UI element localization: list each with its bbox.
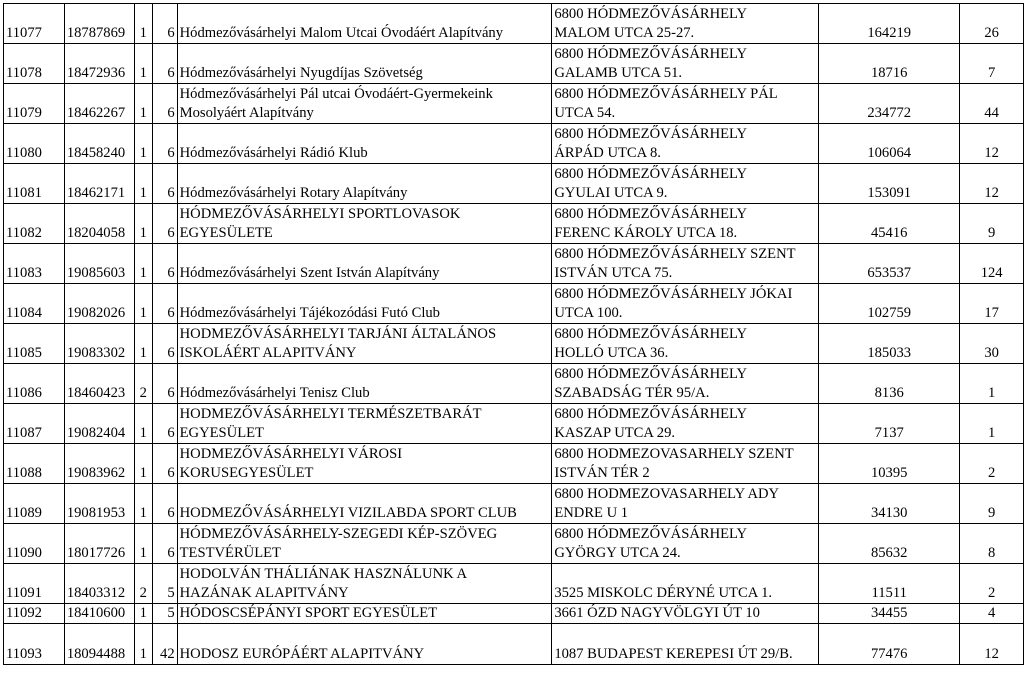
address-cell bbox=[552, 624, 819, 665]
tax-number-cell: 19085603 bbox=[64, 244, 134, 284]
tax-number-cell: 18410600 bbox=[64, 604, 134, 624]
code-a-cell: 2 bbox=[134, 564, 152, 604]
amount-cell: 34130 bbox=[819, 484, 960, 524]
amount-cell: 34455 bbox=[819, 604, 960, 624]
address-cell bbox=[552, 44, 819, 84]
organization-name-cell bbox=[177, 164, 552, 204]
table-row bbox=[4, 364, 1024, 404]
id-cell: 11089 bbox=[4, 484, 65, 524]
count-cell: 12 bbox=[960, 164, 1024, 204]
table-row bbox=[4, 124, 1024, 164]
organization-name-line: EGYESÜLETE bbox=[179, 225, 273, 241]
organization-name-cell bbox=[177, 244, 552, 284]
id-cell: 11092 bbox=[4, 604, 65, 624]
code-b-cell: 5 bbox=[152, 604, 177, 624]
code-a-cell: 1 bbox=[134, 4, 152, 44]
address-line: MALOM UTCA 25-27. bbox=[554, 25, 695, 41]
code-b-cell: 6 bbox=[152, 324, 177, 364]
count-cell: 12 bbox=[960, 624, 1024, 665]
tax-number-cell: 18462171 bbox=[64, 164, 134, 204]
organization-name-line: HODMEZŐVÁSÁRHELYI TARJÁNI ÁLTALÁNOS bbox=[179, 326, 497, 342]
address-line: 6800 HÓDMEZŐVÁSÁRHELY bbox=[554, 406, 748, 422]
address-line: ISTVÁN TÉR 2 bbox=[554, 465, 650, 481]
organization-name-line: HODMEZŐVÁSÁRHELYI VIZILABDA SPORT CLUB bbox=[179, 505, 517, 521]
count-cell: 2 bbox=[960, 444, 1024, 484]
tax-number-cell: 18462267 bbox=[64, 84, 134, 124]
organization-name-line: Hódmezővásárhelyi Rádió Klub bbox=[179, 145, 368, 161]
code-a-cell: 1 bbox=[134, 404, 152, 444]
organization-name-cell bbox=[177, 364, 552, 404]
tax-number-cell: 19083302 bbox=[64, 324, 134, 364]
code-a-cell: 1 bbox=[134, 604, 152, 624]
organization-name-line: HAZÁNAK ALAPITVÁNY bbox=[179, 585, 349, 601]
table-row bbox=[4, 524, 1024, 564]
tax-number-cell: 19081953 bbox=[64, 484, 134, 524]
amount-cell: 106064 bbox=[819, 124, 960, 164]
organization-name-cell bbox=[177, 404, 552, 444]
tax-number-cell: 18094488 bbox=[64, 624, 134, 665]
organization-name-line: HÓDMEZŐVÁSÁRHELY-SZEGEDI KÉP-SZÖVEG bbox=[179, 526, 498, 542]
amount-cell: 102759 bbox=[819, 284, 960, 324]
code-a-cell: 1 bbox=[134, 84, 152, 124]
address-line: KASZAP UTCA 29. bbox=[554, 425, 676, 441]
organization-name-line: HODMEZŐVÁSÁRHELYI VÁROSI bbox=[179, 446, 403, 462]
address-line: 6800 HÓDMEZŐVÁSÁRHELY bbox=[554, 166, 748, 182]
address-cell bbox=[552, 404, 819, 444]
organization-name-line: Hódmezővásárhelyi Rotary Alapítvány bbox=[179, 185, 408, 201]
address-line: 6800 HÓDMEZŐVÁSÁRHELY bbox=[554, 206, 748, 222]
organization-name-cell bbox=[177, 444, 552, 484]
table-row bbox=[4, 564, 1024, 604]
organization-name-line: HÓDMEZŐVÁSÁRHELYI SPORTLOVASOK bbox=[179, 206, 461, 222]
tax-number-cell: 18017726 bbox=[64, 524, 134, 564]
organization-name-cell bbox=[177, 44, 552, 84]
code-b-cell: 6 bbox=[152, 484, 177, 524]
code-a-cell: 1 bbox=[134, 124, 152, 164]
id-cell: 11093 bbox=[4, 624, 65, 665]
address-line: 3525 MISKOLC DÉRYNÉ UTCA 1. bbox=[554, 585, 773, 601]
code-b-cell: 6 bbox=[152, 164, 177, 204]
code-a-cell: 2 bbox=[134, 364, 152, 404]
tax-number-cell: 18403312 bbox=[64, 564, 134, 604]
table-row bbox=[4, 164, 1024, 204]
count-cell: 12 bbox=[960, 124, 1024, 164]
organization-name-cell bbox=[177, 4, 552, 44]
code-a-cell: 1 bbox=[134, 324, 152, 364]
table-row bbox=[4, 204, 1024, 244]
amount-cell: 85632 bbox=[819, 524, 960, 564]
address-line: SZABADSÁG TÉR 95/A. bbox=[554, 385, 710, 401]
organization-name-line: Mosolyáért Alapítvány bbox=[179, 105, 314, 121]
organization-name-line: Hódmezővásárhelyi Szent István Alapítvány bbox=[179, 265, 440, 281]
address-cell bbox=[552, 524, 819, 564]
organization-name-cell bbox=[177, 524, 552, 564]
address-line: 6800 HODMEZOVASARHELY SZENT bbox=[554, 446, 794, 462]
count-cell: 9 bbox=[960, 484, 1024, 524]
address-line: 6800 HÓDMEZŐVÁSÁRHELY JÓKAI bbox=[554, 286, 793, 302]
count-cell: 1 bbox=[960, 404, 1024, 444]
code-b-cell: 6 bbox=[152, 44, 177, 84]
code-a-cell: 1 bbox=[134, 44, 152, 84]
amount-cell: 11511 bbox=[819, 564, 960, 604]
table-row bbox=[4, 404, 1024, 444]
table-row bbox=[4, 84, 1024, 124]
amount-cell: 164219 bbox=[819, 4, 960, 44]
count-cell: 4 bbox=[960, 604, 1024, 624]
organization-name-line: KORUSEGYESÜLET bbox=[179, 465, 314, 481]
amount-cell: 7137 bbox=[819, 404, 960, 444]
address-cell bbox=[552, 564, 819, 604]
organization-name-line: ISKOLÁÉRT ALAPITVÁNY bbox=[179, 345, 357, 361]
address-line: 6800 HÓDMEZŐVÁSÁRHELY bbox=[554, 6, 748, 22]
organization-name-cell bbox=[177, 564, 552, 604]
address-line: HOLLÓ UTCA 36. bbox=[554, 345, 669, 361]
address-line: 3661 ÓZD NAGYVÖLGYI ÚT 10 bbox=[554, 605, 760, 621]
id-cell: 11088 bbox=[4, 444, 65, 484]
id-cell: 11078 bbox=[4, 44, 65, 84]
address-line: ENDRE U 1 bbox=[554, 505, 629, 521]
amount-cell: 45416 bbox=[819, 204, 960, 244]
organization-name-line: Hódmezővásárhelyi Malom Utcai Óvodáért Alapítvány bbox=[179, 25, 504, 41]
organization-name-line: TESTVÉRÜLET bbox=[179, 545, 281, 561]
id-cell: 11082 bbox=[4, 204, 65, 244]
count-cell: 1 bbox=[960, 364, 1024, 404]
address-line: UTCA 54. bbox=[554, 105, 616, 121]
amount-cell: 8136 bbox=[819, 364, 960, 404]
address-cell bbox=[552, 124, 819, 164]
code-b-cell: 5 bbox=[152, 564, 177, 604]
address-line: FERENC KÁROLY UTCA 18. bbox=[554, 225, 738, 241]
amount-cell: 653537 bbox=[819, 244, 960, 284]
code-a-cell: 1 bbox=[134, 444, 152, 484]
code-b-cell: 6 bbox=[152, 364, 177, 404]
code-b-cell: 6 bbox=[152, 444, 177, 484]
count-cell: 30 bbox=[960, 324, 1024, 364]
organization-name-cell bbox=[177, 624, 552, 665]
address-cell bbox=[552, 284, 819, 324]
amount-cell: 18716 bbox=[819, 44, 960, 84]
table-row bbox=[4, 484, 1024, 524]
organization-name-line: HODMEZŐVÁSÁRHELYI TERMÉSZETBARÁT bbox=[179, 406, 482, 422]
organization-name-cell bbox=[177, 324, 552, 364]
code-a-cell: 1 bbox=[134, 284, 152, 324]
organization-name-line: EGYESÜLET bbox=[179, 425, 264, 441]
id-cell: 11091 bbox=[4, 564, 65, 604]
address-cell bbox=[552, 604, 819, 624]
id-cell: 11079 bbox=[4, 84, 65, 124]
code-b-cell: 6 bbox=[152, 244, 177, 284]
address-cell bbox=[552, 244, 819, 284]
organization-name-cell bbox=[177, 604, 552, 624]
address-cell bbox=[552, 364, 819, 404]
count-cell: 44 bbox=[960, 84, 1024, 124]
address-line: ISTVÁN UTCA 75. bbox=[554, 265, 673, 281]
address-cell bbox=[552, 4, 819, 44]
id-cell: 11085 bbox=[4, 324, 65, 364]
count-cell: 2 bbox=[960, 564, 1024, 604]
tax-number-cell: 19082404 bbox=[64, 404, 134, 444]
table-row bbox=[4, 444, 1024, 484]
address-line: 6800 HÓDMEZŐVÁSÁRHELY bbox=[554, 46, 748, 62]
code-b-cell: 6 bbox=[152, 4, 177, 44]
address-cell bbox=[552, 84, 819, 124]
table-row bbox=[4, 44, 1024, 84]
id-cell: 11087 bbox=[4, 404, 65, 444]
table-row bbox=[4, 284, 1024, 324]
code-a-cell: 1 bbox=[134, 484, 152, 524]
code-a-cell: 1 bbox=[134, 244, 152, 284]
address-cell bbox=[552, 484, 819, 524]
count-cell: 9 bbox=[960, 204, 1024, 244]
organization-name-line: HODOLVÁN THÁLIÁNAK HASZNÁLUNK A bbox=[179, 566, 468, 582]
amount-cell: 234772 bbox=[819, 84, 960, 124]
address-line: GALAMB UTCA 51. bbox=[554, 65, 683, 81]
organization-name-line: Hódmezővásárhelyi Pál utcai Óvodáért-Gyermekeink bbox=[179, 86, 493, 102]
id-cell: 11080 bbox=[4, 124, 65, 164]
amount-cell: 77476 bbox=[819, 624, 960, 665]
organization-name-cell bbox=[177, 124, 552, 164]
code-b-cell: 6 bbox=[152, 204, 177, 244]
organization-name-line: HODOSZ EURÓPÁÉRT ALAPITVÁNY bbox=[179, 646, 425, 662]
table-row bbox=[4, 4, 1024, 44]
table-row bbox=[4, 324, 1024, 364]
id-cell: 11084 bbox=[4, 284, 65, 324]
code-b-cell: 42 bbox=[152, 624, 177, 665]
tax-number-cell: 19082026 bbox=[64, 284, 134, 324]
amount-cell: 153091 bbox=[819, 164, 960, 204]
address-line: 6800 HÓDMEZŐVÁSÁRHELY SZENT bbox=[554, 246, 796, 262]
table-row bbox=[4, 604, 1024, 624]
id-cell: 11077 bbox=[4, 4, 65, 44]
id-cell: 11086 bbox=[4, 364, 65, 404]
code-b-cell: 6 bbox=[152, 404, 177, 444]
address-cell bbox=[552, 444, 819, 484]
count-cell: 26 bbox=[960, 4, 1024, 44]
address-cell bbox=[552, 204, 819, 244]
address-line: 6800 HÓDMEZŐVÁSÁRHELY bbox=[554, 126, 748, 142]
address-line: 6800 HÓDMEZŐVÁSÁRHELY bbox=[554, 366, 748, 382]
organization-name-cell bbox=[177, 284, 552, 324]
code-b-cell: 6 bbox=[152, 84, 177, 124]
id-cell: 11090 bbox=[4, 524, 65, 564]
tax-number-cell: 19083962 bbox=[64, 444, 134, 484]
address-cell bbox=[552, 324, 819, 364]
organization-name-line: HÓDOSCSÉPÁNYI SPORT EGYESÜLET bbox=[179, 605, 438, 621]
organization-name-cell bbox=[177, 484, 552, 524]
organization-name-cell bbox=[177, 84, 552, 124]
code-a-cell: 1 bbox=[134, 164, 152, 204]
tax-number-cell: 18460423 bbox=[64, 364, 134, 404]
address-line: 6800 HÓDMEZŐVÁSÁRHELY bbox=[554, 326, 748, 342]
address-line: ÁRPÁD UTCA 8. bbox=[554, 145, 661, 161]
code-a-cell: 1 bbox=[134, 524, 152, 564]
amount-cell: 185033 bbox=[819, 324, 960, 364]
amount-cell: 10395 bbox=[819, 444, 960, 484]
address-line: UTCA 100. bbox=[554, 305, 623, 321]
id-cell: 11083 bbox=[4, 244, 65, 284]
table-row bbox=[4, 624, 1024, 665]
address-line: GYULAI UTCA 9. bbox=[554, 185, 668, 201]
address-line: GYÖRGY UTCA 24. bbox=[554, 545, 681, 561]
address-line: 6800 HODMEZOVASARHELY ADY bbox=[554, 486, 780, 502]
id-cell: 11081 bbox=[4, 164, 65, 204]
address-line: 6800 HÓDMEZŐVÁSÁRHELY bbox=[554, 526, 748, 542]
tax-number-cell: 18204058 bbox=[64, 204, 134, 244]
code-b-cell: 6 bbox=[152, 524, 177, 564]
count-cell: 124 bbox=[960, 244, 1024, 284]
count-cell: 8 bbox=[960, 524, 1024, 564]
table-row bbox=[4, 244, 1024, 284]
tax-number-cell: 18787869 bbox=[64, 4, 134, 44]
count-cell: 7 bbox=[960, 44, 1024, 84]
code-b-cell: 6 bbox=[152, 284, 177, 324]
code-b-cell: 6 bbox=[152, 124, 177, 164]
tax-number-cell: 18472936 bbox=[64, 44, 134, 84]
address-line: 1087 BUDAPEST KEREPESI ÚT 29/B. bbox=[554, 646, 793, 662]
organization-name-cell bbox=[177, 204, 552, 244]
code-a-cell: 1 bbox=[134, 204, 152, 244]
count-cell: 17 bbox=[960, 284, 1024, 324]
code-a-cell: 1 bbox=[134, 624, 152, 665]
address-cell bbox=[552, 164, 819, 204]
address-line: 6800 HÓDMEZŐVÁSÁRHELY PÁL bbox=[554, 86, 778, 102]
organization-name-line: Hódmezővásárhelyi Tenisz Club bbox=[179, 385, 370, 401]
organization-name-line: Hódmezővásárhelyi Nyugdíjas Szövetség bbox=[179, 65, 423, 81]
foundation-table bbox=[3, 3, 1024, 665]
organization-name-line: Hódmezővásárhelyi Tájékozódási Futó Club bbox=[179, 305, 440, 321]
tax-number-cell: 18458240 bbox=[64, 124, 134, 164]
